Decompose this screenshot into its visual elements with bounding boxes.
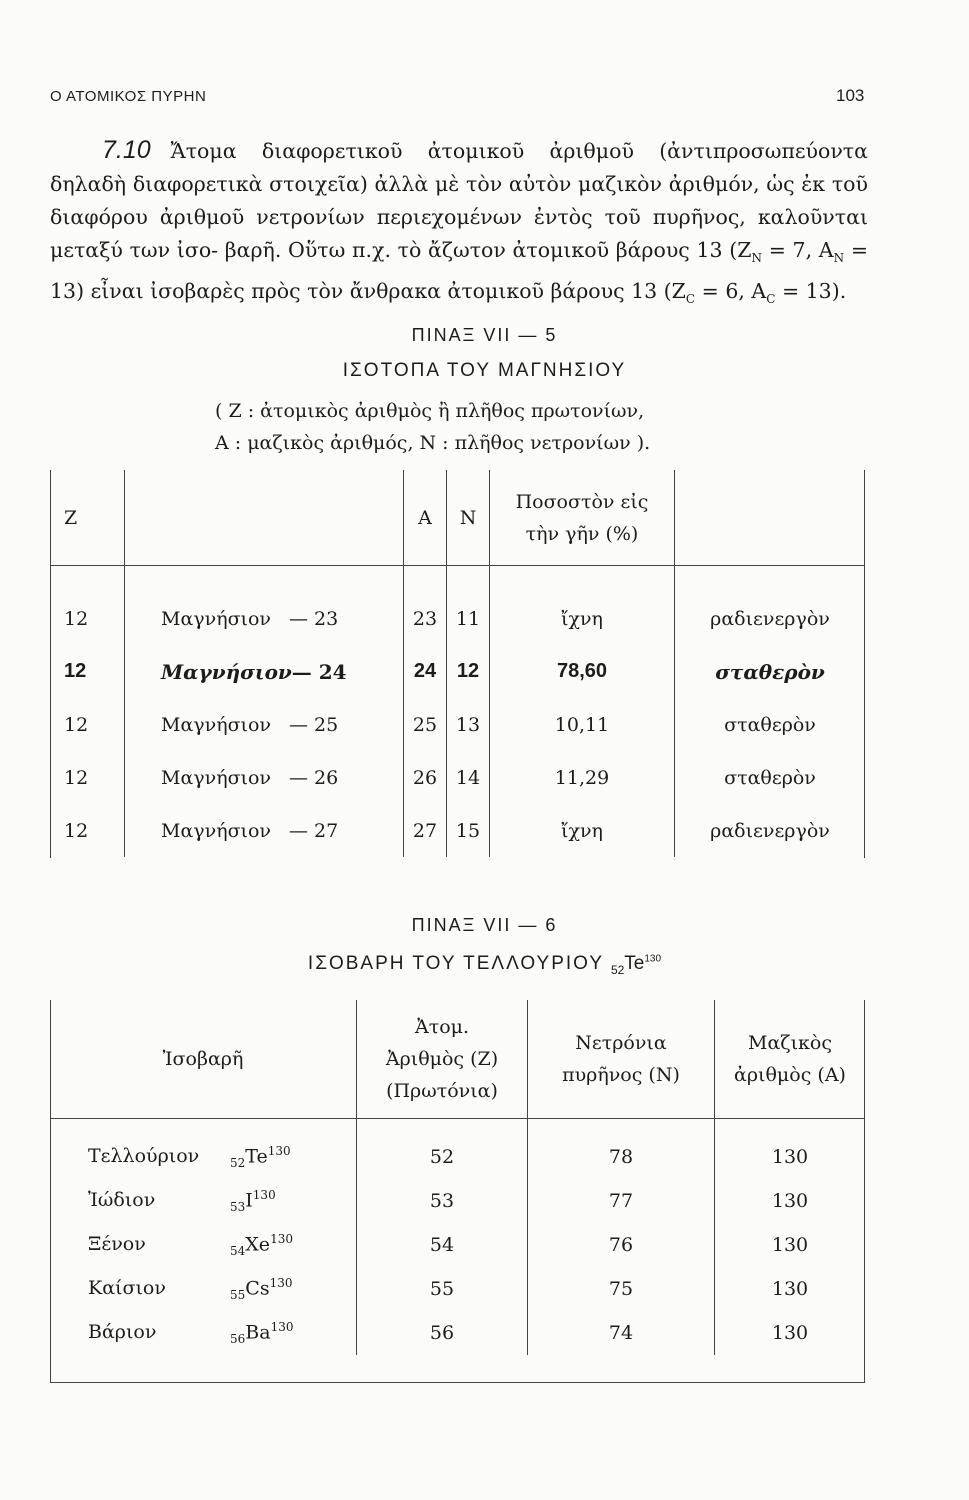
chapter-title: Ο ΑΤΟΜΙΚΟΣ ΠΥΡΗΝ	[50, 88, 207, 105]
table-row: Βάριον $_{56}Ba^{130}$ 56 74 130	[50, 1311, 865, 1355]
isotopes-table	[50, 470, 865, 857]
table1-label: ΠΙΝΑΞ VII — 5	[411, 325, 558, 345]
table-row: Τελλούριον $_{52}Te^{130}$ 52 78 130	[50, 1119, 865, 1180]
table2-label: ΠΙΝΑΞ VII — 6	[411, 915, 558, 935]
header-name	[125, 470, 404, 566]
isobars-table	[50, 1000, 865, 1355]
page-number: 103	[836, 86, 865, 105]
header-neutrons: Νετρόνια πυρῆνος (N)	[528, 1000, 715, 1119]
section-number: 7.10	[102, 136, 151, 164]
table2-title: ΙΣΟΒΑΡΗ ΤΟΥ ΤΕΛΛΟΥΡΙΟΥ $_{52}Te^{130}$	[307, 953, 662, 977]
header-status	[675, 470, 866, 566]
table1-title: ΙΣΟΤΟΠΑ ΤΟΥ ΜΑΓΝΗΣΙΟΥ	[342, 360, 627, 381]
table-row: 12 Μαγνήσιον— 24 24 12 78,60 σταθερὸν	[50, 645, 865, 698]
header-n: N	[447, 470, 490, 566]
table-row: 12 Μαγνήσιον — 23 23 11 ἴχνη ραδιενεργὸν	[50, 566, 865, 646]
table-row: Καίσιον $_{55}Cs^{130}$ 55 75 130	[50, 1267, 865, 1311]
table-row: 12 Μαγνήσιον — 27 27 15 ἴχνη ραδιενεργὸν	[50, 804, 865, 857]
table-row: Ἰώδιον $_{53}I^{130}$ 53 77 130	[50, 1179, 865, 1223]
table-row: Ξένον $_{54}Xe^{130}$ 54 76 130	[50, 1223, 865, 1267]
header-atomic-number: Ἀτομ. Ἀριθμὸς (Z) (Πρωτόνια)	[357, 1000, 528, 1119]
table-row: 12 Μαγνήσιον — 26 26 14 11,29 σταθερὸν	[50, 751, 865, 804]
header-z: Z	[50, 470, 125, 566]
header-mass-number: Μαζικὸς ἀριθμὸς (A)	[715, 1000, 866, 1119]
header-percent: Ποσοστὸν εἰς τὴν γῆν (%)	[490, 470, 675, 566]
table1-legend-2: A : μαζικὸς ἀριθμός, N : πλῆθος νετρονίων ).	[215, 432, 651, 454]
section-paragraph: 7.10 Ἄτομα διαφορετικοῦ ἀτομικοῦ ἀριθμοῦ (ἀντιπροσωπεύοντα δηλαδὴ διαφορετικὰ στοιχεῖα) ἀλλὰ μὲ τὸν αὐτὸν μαζικὸν ἀριθμόν, ὡς ἐκ τοῦ διαφόρου ἀριθμοῦ νετρονίων περιεχομένων ἐντὸς τοῦ πυρῆνος, καλοῦνται μεταξύ των ἰσο- βαρῆ. Οὕτω π.χ. τὸ ἄζωτον ἀτομικοῦ βάρους 13 ($Z_N = 7$, $A_N = 13$) εἶναι ἰσοβαρὲς πρὸς τὸν ἄνθρακα ἀτομικοῦ βάρους 13 ($Z_C = 6$, $A_C = 13$).	[50, 136, 868, 307]
header-a: A	[404, 470, 447, 566]
header-isobar: Ἰσοβαρῆ	[50, 1000, 357, 1119]
table1-legend-1: ( Z : ἀτομικὸς ἀριθμὸς ἢ πλῆθος πρωτονίων,	[215, 400, 645, 422]
table-row: 12 Μαγνήσιον — 25 25 13 10,11 σταθερὸν	[50, 698, 865, 751]
